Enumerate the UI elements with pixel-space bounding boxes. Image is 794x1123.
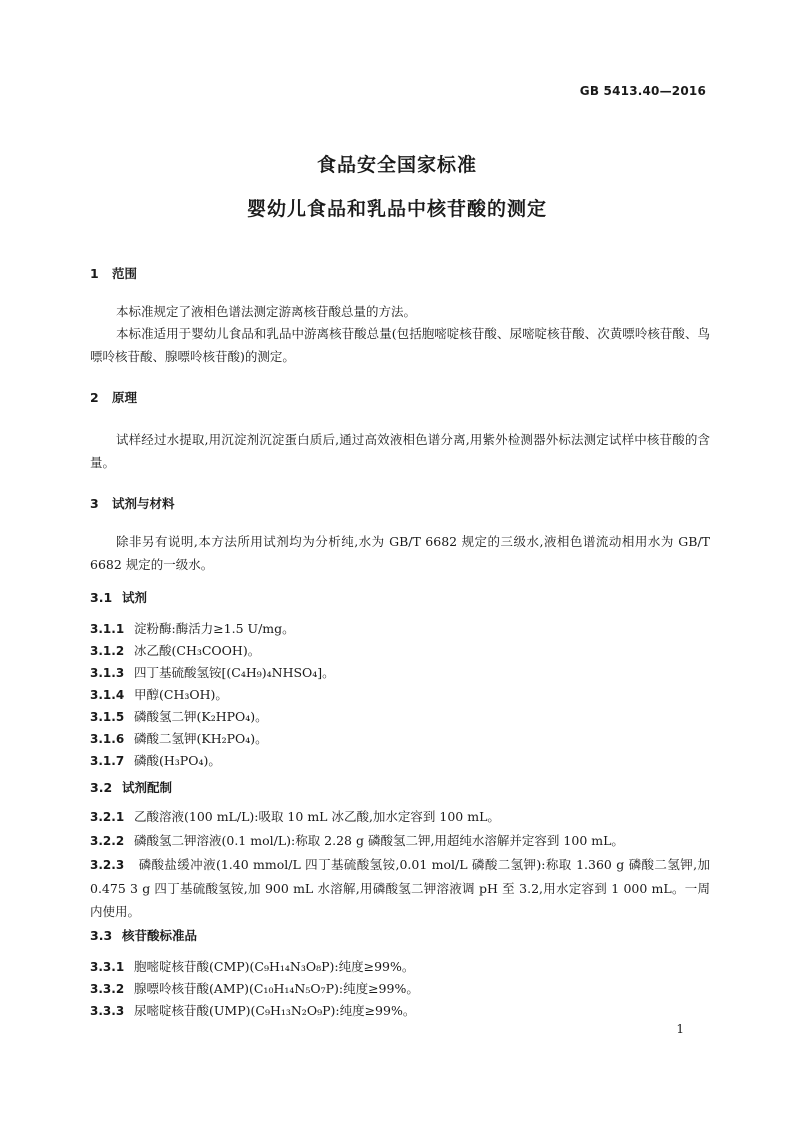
item-number: 3.2.3	[90, 858, 125, 872]
standard-code: GB 5413.40—2016	[579, 84, 706, 98]
list-item	[90, 618, 710, 640]
item-text: 淀粉酶:酶活力≥1.5 U/mg。	[134, 621, 295, 636]
item-number: 3.1.1	[90, 622, 125, 636]
item-text: 四丁基硫酸氢铵[(C₄H₉)₄NHSO₄]。	[134, 665, 335, 680]
list-item	[90, 806, 710, 828]
subsection-number: 3.3	[90, 928, 113, 943]
item-number: 3.1.7	[90, 754, 125, 768]
section-3-heading	[90, 494, 710, 512]
item-number: 3.1.2	[90, 644, 125, 658]
section-title: 试剂与材料	[112, 496, 175, 511]
list-item	[90, 830, 710, 852]
item-number: 3.1.5	[90, 710, 125, 724]
section-1-paragraph-2: 本标准适用于婴幼儿食品和乳品中游离核苷酸总量(包括胞嘧啶核苷酸、尿嘧啶核苷酸、次黄嘌呤核苷酸、鸟嘌呤核苷酸、腺嘌呤核苷酸)的测定。	[90, 326, 710, 364]
item-text: 乙酸溶液(100 mL/L):吸取 10 mL 冰乙酸,加水定容到 100 mL。	[134, 809, 500, 824]
item-text: 尿嘧啶核苷酸(UMP)(C₉H₁₃N₂O₉P):纯度≥99%。	[134, 1003, 416, 1018]
list-item	[90, 684, 710, 706]
section-title: 范围	[112, 266, 138, 281]
reagent-preparation-list	[90, 806, 710, 923]
subsection-number: 3.2	[90, 780, 113, 795]
list-item	[90, 662, 710, 684]
item-number: 3.2.1	[90, 810, 125, 824]
section-number: 2	[90, 390, 99, 405]
subsection-title: 核苷酸标准品	[122, 928, 198, 943]
section-number: 1	[90, 266, 99, 281]
section-1-paragraph-1: 本标准规定了液相色谱法测定游离核苷酸总量的方法。	[116, 304, 417, 319]
item-number: 3.2.2	[90, 834, 125, 848]
section-2-heading	[90, 388, 710, 406]
section-1-heading	[90, 264, 710, 282]
nucleotide-standard-list	[90, 956, 710, 1022]
list-item	[90, 853, 710, 923]
item-number: 3.3.3	[90, 1004, 125, 1018]
list-item	[90, 956, 710, 978]
item-text: 胞嘧啶核苷酸(CMP)(C₉H₁₄N₃O₈P):纯度≥99%。	[134, 959, 415, 974]
item-text: 磷酸氢二钾(K₂HPO₄)。	[134, 709, 268, 724]
document-subtitle: 婴幼儿食品和乳品中核苷酸的测定	[246, 198, 547, 220]
item-text: 腺嘌呤核苷酸(AMP)(C₁₀H₁₄N₅O₇P):纯度≥99%。	[134, 981, 419, 996]
item-text: 磷酸二氢钾(KH₂PO₄)。	[134, 731, 268, 746]
section-title: 原理	[112, 390, 138, 405]
item-text: 磷酸氢二钾溶液(0.1 mol/L):称取 2.28 g 磷酸氢二钾,用超纯水溶解并定容到 100 mL。	[134, 833, 624, 848]
item-text: 冰乙酸(CH₃COOH)。	[134, 643, 261, 658]
list-item	[90, 706, 710, 728]
item-number: 3.1.4	[90, 688, 125, 702]
subsection-title: 试剂配制	[122, 780, 173, 795]
item-number: 3.1.3	[90, 666, 125, 680]
reagent-list	[90, 618, 710, 772]
subsection-3-3-heading	[90, 926, 710, 944]
section-3-paragraph-1: 除非另有说明,本方法所用试剂均为分析纯,水为 GB/T 6682 规定的三级水,液相色谱流动相用水为 GB/T 6682 规定的一级水。	[90, 534, 710, 572]
list-item	[90, 640, 710, 662]
list-item	[90, 750, 710, 772]
item-number: 3.3.1	[90, 960, 125, 974]
item-text: 甲醇(CH₃OH)。	[134, 687, 228, 702]
list-item	[90, 728, 710, 750]
subsection-3-2-heading	[90, 778, 710, 796]
page-number: 1	[676, 1022, 684, 1036]
subsection-number: 3.1	[90, 590, 113, 605]
item-number: 3.3.2	[90, 982, 125, 996]
item-text: 磷酸(H₃PO₄)。	[134, 753, 221, 768]
item-number: 3.1.6	[90, 732, 125, 746]
subsection-3-1-heading	[90, 588, 710, 606]
list-item	[90, 1000, 710, 1022]
document-title: 食品安全国家标准	[316, 154, 477, 176]
subsection-title: 试剂	[122, 590, 148, 605]
item-text: 磷酸盐缓冲液(1.40 mmol/L 四丁基硫酸氢铵,0.01 mol/L 磷酸二氢钾):称取 1.360 g 磷酸二氢钾,加 0.475 3 g 四丁基硫酸氢铵,加 900 mL 水溶解,用磷酸氢二钾溶液调 pH 至 3.2,用水定容到 1 000 mL。一周内使用。	[90, 857, 710, 919]
list-item	[90, 978, 710, 1000]
section-2-paragraph-1: 试样经过水提取,用沉淀剂沉淀蛋白质后,通过高效液相色谱分离,用紫外检测器外标法测定试样中核苷酸的含量。	[90, 432, 710, 470]
section-number: 3	[90, 496, 99, 511]
